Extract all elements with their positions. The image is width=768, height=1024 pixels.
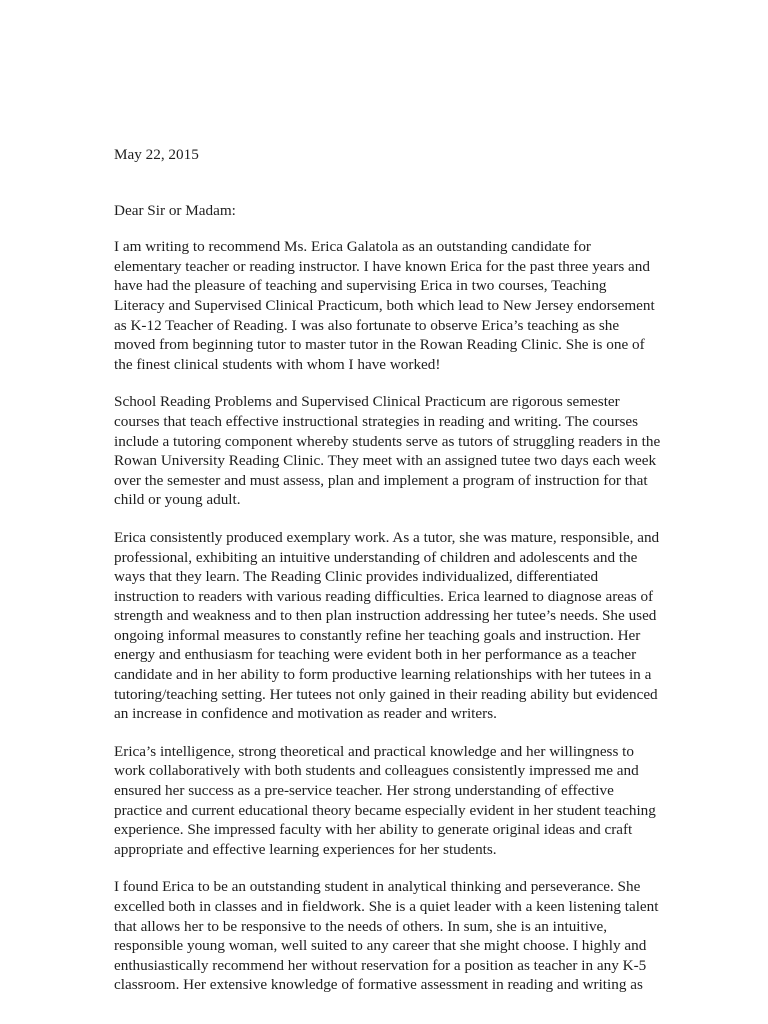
- paragraph-recommendation: [114, 877, 662, 995]
- paragraph-line: over the semester and must assess, plan and implement a program of instruction for that: [114, 471, 648, 489]
- paragraph-tutoring-performance: [114, 528, 662, 724]
- paragraph-intelligence: [114, 742, 662, 860]
- paragraph-line: professional, exhibiting an intuitive understanding of children and adolescents and the: [114, 548, 638, 566]
- paragraph-line: the finest clinical students with whom I have worked!: [114, 355, 441, 373]
- paragraph-course-description: [114, 392, 662, 510]
- paragraph-line: Erica consistently produced exemplary work. As a tutor, she was mature, responsible, and: [114, 528, 660, 546]
- letter-body: [114, 145, 662, 1013]
- paragraph-line: Literacy and Supervised Clinical Practicum, both which lead to New Jersey endorsement: [114, 296, 655, 314]
- paragraph-line: include a tutoring component whereby students serve as tutors of struggling readers in the: [114, 432, 661, 450]
- paragraph-line: practice and current educational theory became especially evident in her student teaching: [114, 801, 656, 819]
- paragraph-line: ensured her success as a pre-service teacher. Her strong understanding of effective: [114, 782, 614, 800]
- paragraph-line: excelled both in classes and in fieldwork. She is a quiet leader with a keen listening talent: [114, 898, 659, 915]
- paragraph-line: tutoring/teaching setting. Her tutees not only gained in their reading ability but evidenced: [114, 685, 658, 703]
- paragraph-line: courses that teach effective instructional strategies in reading and writing. The courses: [114, 412, 639, 430]
- paragraph-line: an increase in confidence and motivation as reader and writers.: [114, 705, 497, 723]
- paragraph-line: instruction to readers with various reading difficulties. Erica learned to diagnose areas of: [114, 587, 654, 605]
- paragraph-line: strength and weakness and to then plan instruction addressing her tutee’s needs. She used: [114, 607, 657, 625]
- paragraph-line: enthusiastically recommend her without reservation for a position as teacher in any K-5: [114, 956, 647, 974]
- paragraph-line: moved from beginning tutor to master tutor in the Rowan Reading Clinic. She is one of: [114, 336, 645, 354]
- paragraph-line: School Reading Problems and Supervised Clinical Practicum are rigorous semester: [114, 393, 620, 411]
- paragraph-line: I am writing to recommend Ms. Erica Galatola as an outstanding candidate for: [114, 238, 591, 256]
- paragraph-line: work collaboratively with both students and colleagues consistently impressed me and: [114, 762, 639, 780]
- paragraph-line: Rowan University Reading Clinic. They meet with an assigned tutee two days each week: [114, 452, 657, 470]
- letter-date: May 22, 2015: [114, 146, 199, 163]
- paragraph-line: Erica’s intelligence, strong theoretical and practical knowledge and her willingness to: [114, 742, 634, 760]
- letter-salutation: Dear Sir or Madam:: [114, 201, 236, 219]
- paragraph-line: energy and enthusiasm for teaching were evident both in her performance as a teacher: [114, 646, 637, 664]
- paragraph-line: elementary teacher or reading instructor. I have known Erica for the past three years and: [114, 257, 650, 275]
- paragraph-line: as K-12 Teacher of Reading. I was also fortunate to observe Erica’s teaching as she: [114, 316, 620, 334]
- paragraph-line: candidate and in her ability to form productive learning relationships with her tutees in a: [114, 666, 652, 684]
- paragraph-line: ongoing informal measures to constantly refine her teaching goals and instruction. Her: [114, 626, 641, 644]
- paragraph-line: appropriate and effective learning experiences for her students.: [114, 840, 497, 858]
- paragraph-line: that allows her to be responsive to the needs of others. In sum, she is an intuitive,: [114, 917, 608, 935]
- paragraph-line: have had the pleasure of teaching and supervising Erica in two courses, Teaching: [114, 277, 607, 295]
- paragraph-introduction: [114, 237, 662, 374]
- paragraph-line: child or young adult.: [114, 491, 241, 509]
- paragraph-line: responsible young woman, well suited to any career that she might choose. I highly and: [114, 937, 647, 955]
- paragraph-line: experience. She impressed faculty with her ability to generate original ideas and craft: [114, 821, 633, 839]
- paragraph-line: classroom. Her extensive knowledge of formative assessment in reading and writing as: [114, 976, 643, 994]
- paragraph-line: I found Erica to be an outstanding student in analytical thinking and perseverance. She: [114, 878, 641, 896]
- paragraph-line: ways that they learn. The Reading Clinic provides individualized, differentiated: [114, 568, 599, 586]
